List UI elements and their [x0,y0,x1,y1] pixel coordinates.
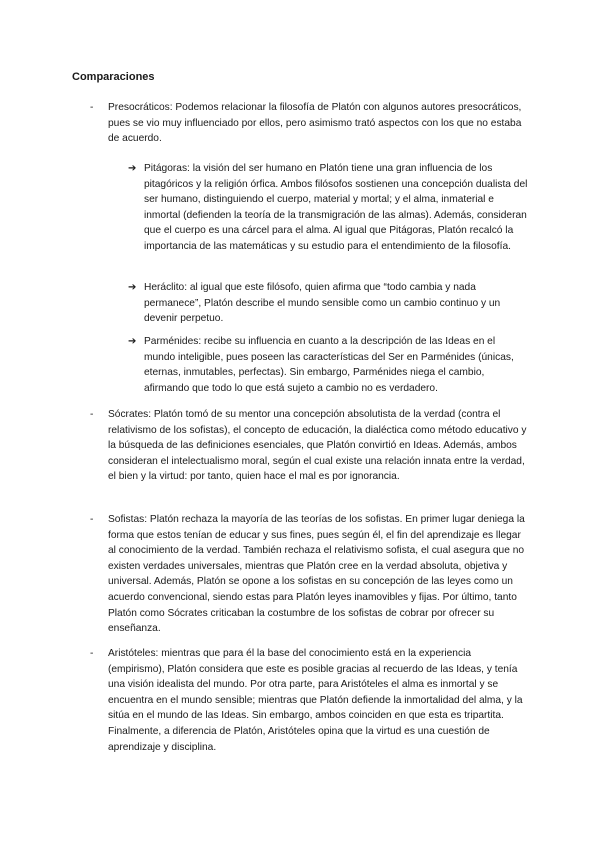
dash-bullet: - [90,102,94,113]
list-item-text: Presocráticos: Podemos relacionar la filosofía de Platón con algunos autores presocráticos, pues se vio muy influenciado por ellos, pero asimismo trató aspectos con los que no estaba de acuerdo. [108,102,522,145]
dash-bullet: - [90,514,94,525]
sub-item-text: Heráclito: al igual que este filósofo, quien afirma que “todo cambia y nada permanece”, Platón describe el mundo sensible como un cambio continuo y un devenir perpetuo. [144,282,501,325]
list-item-text: Aristóteles: mientras que para él la base del conocimiento está en la experiencia (empirismo), Platón considera que este es posible gracias al recuerdo de las Ideas, y tenía una visión idealista del mundo. Por otra parte, para Aristóteles el alma es inmortal y se encuentra en el mundo sensible; mientras que Platón defiende la inmortalidad del alma, y la sitúa en el mundo de las Ideas. Sin embargo, ambos coinciden en que esta es tripartita. Finalmente, a diferencia de Platón, Aristóteles opina que la virtud es una cuestión de aprendizaje y disciplina. [108,648,523,753]
arrow-bullet-icon: ➔ [128,336,137,347]
sub-item-text: Pitágoras: la visión del ser humano en Platón tiene una gran influencia de los pitagóricos y la religión órfica. Ambos filósofos sostienen una concepción dualista del ser humano, distinguiendo el cuerpo, material y mortal; y el alma, inmaterial e inmortal (defienden la teoría de la transmigración de las almas). Además, consideran que el cuerpo es una cárcel para el alma. Al igual que Pitágoras, Platón recalcó la importancia de las matemáticas y su estudio para el entendimiento de la filosofía. [144,163,528,252]
list-item-text: Sofistas: Platón rechaza la mayoría de las teorías de los sofistas. En primer lugar deniega la forma que estos tenían de educar y sus fines, pues según él, el fin del aprendizaje es llegar al conocimiento de la verdad. También rechaza el relativismo sofista, el cual asegura que no existen verdades universales, mientras que Platón cree en la verdad absoluta, objetiva y universal. Además, Platón se opone a los sofistas en su concepción de las leyes como un acuerdo convencional, siendo estas para Platón leyes inamovibles y fijas. Por último, tanto Platón como Sócrates criticaban la costumbre de los sofistas de cobrar por ofrecer su enseñanza. [108,514,525,635]
list-item-presocraticos [90,100,530,147]
sub-item-pitagoras [128,161,528,255]
sub-item-parmenides [128,334,528,396]
dash-bullet: - [90,409,94,420]
sub-item-text: Parménides: recibe su influencia en cuanto a la descripción de las Ideas en el mundo inteligible, pues poseen las características del Ser en Parménides (únicas, eternas, inmutables, perfectas). Sin embargo, Parménides niega el cambio, afirmando que todo lo que está sujeto a cambio no es verdadero. [144,336,514,394]
list-item-sofistas [90,512,530,637]
arrow-bullet-icon: ➔ [128,163,137,174]
list-item-socrates [90,407,530,485]
page-title: Comparaciones [72,71,155,83]
list-item-text: Sócrates: Platón tomó de su mentor una concepción absolutista de la verdad (contra el relativismo de los sofistas), el concepto de educación, la dialéctica como método educativo y la búsqueda de las definiciones esenciales, que Platón convirtió en Ideas. Además, ambos consideran el intelectualismo moral, según el cual existe una relación innata entre la verdad, el bien y la virtud: por tanto, quien hace el mal es por ignorancia. [108,409,527,483]
list-item-aristoteles [90,646,530,755]
sub-item-heraclito [128,280,528,327]
dash-bullet: - [90,648,94,659]
arrow-bullet-icon: ➔ [128,282,137,293]
